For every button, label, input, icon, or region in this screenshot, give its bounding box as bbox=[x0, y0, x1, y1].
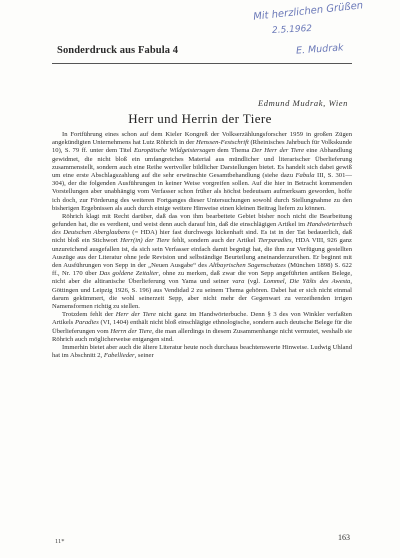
offprint-heading: Sonderdruck aus Fabula 4 bbox=[57, 45, 179, 56]
italic-term: Handwörterbuch des Deutschen Aberglaubens bbox=[52, 221, 352, 237]
text-run: (München 1898) S. 622 ff., Nr. 170 über bbox=[52, 262, 352, 278]
text-run: Röhrich klagt mit Recht darüber, daß das von ihm bearbeitete Gebiet bisher noch nicht die Bearbeitung gefunden hat, die es verdient, und weist denn auch darauf hin, daß die einschlägigen Artikel im bbox=[52, 212, 352, 229]
italic-term: Lommel, Die Yäšts des Awesta bbox=[263, 278, 351, 286]
text-run: , Göttingen und Leipzig 1926, S. 196) aus Vendidad 2 zu seinem Thema gehören. Dabei hat er sich nicht einmal darum gekümmert, die wohl seinerzeit Sepp, aber nicht mehr der Gegenwart zu verzeihenden irrigen Namensformen richtig zu stellen. bbox=[52, 278, 352, 310]
text-run: nicht ganz im Handwörterbuche. Denn § 3 des von Winkler verfaßten Artikels bbox=[52, 311, 352, 327]
text-run: (VI, 1404) enthält nicht bloß einschlägige ethnologische, sondern auch deutsche Belege für die Überlieferungen vom bbox=[52, 319, 352, 335]
page-number: 163 bbox=[338, 533, 350, 542]
text-run: III, S. 301—304), der die folgenden Ausführungen in keiner Weise vorgreifen sollen. Auf die hier in Betracht kommenden Vorstellungen aber unabhängig vom Verfasser schon früher als höchst bedeutsam aufmerksam geworden, hoffe ich doch, zur Förderung des weiteren Fortganges dieser Untersuchungen sowohl durch Stellungnahme zu den bisherigen Ergebnissen als auch durch einige weitere Hinweise einen kleinen Beitrag liefern zu können. bbox=[52, 171, 352, 212]
text-run: , HDA VIII, 926 ganz unzureichend ausgefallen ist, da sich sein Verfasser einfach damit begnügt hat, die ihm zur Verfügung gestellten Auszüge aus der Literatur ohne jede Revision und selbständige Beurteilung aneinanderzureihen. Er beginnt mit den Ausführungen von Sepp in der „Neuen Ausgabe“ des bbox=[52, 237, 352, 269]
text-run: fehlt, sondern auch der Artikel bbox=[169, 237, 258, 245]
italic-term: Der Herr der Tiere bbox=[251, 147, 304, 155]
italic-term: Herr(in) der Tiere bbox=[120, 237, 170, 245]
article-body bbox=[52, 131, 352, 360]
text-run: In Fortführung eines schon auf dem Kieler Kongreß der Volkserzählungsforscher 1959 in großen Zügen angekündigten Unternehmens hat Lutz Röhrich in der bbox=[52, 131, 352, 147]
italic-term: Tierparadies bbox=[257, 237, 292, 245]
text-run: , ohne zu merken, daß zwar die von Sepp angeführten antiken Belege, nicht aber die altiranische Überlieferung von Yama und seiner bbox=[52, 270, 353, 286]
text-run: (vgl. bbox=[244, 278, 264, 286]
text-run: Immerhin bietet aber auch die ältere Literatur heute noch durchaus beachtenswerte Hinweise. Ludwig Uhland hat im Abschnitt 2, bbox=[52, 343, 352, 360]
italic-term: Das goldene Zeitalter bbox=[99, 270, 159, 278]
italic-term: Paradies bbox=[74, 319, 99, 327]
article-paragraph bbox=[52, 131, 352, 213]
header-rule bbox=[52, 63, 352, 64]
italic-term: Fabellieder bbox=[103, 352, 135, 360]
text-run: (Rheinisches Jahrbuch für Volkskunde 10), S. 79 ff. unter dem Titel bbox=[52, 139, 352, 155]
signature-mark: 11* bbox=[55, 538, 65, 545]
text-run: , seiner bbox=[134, 352, 154, 360]
article-author: Edmund Mudrak, Wien bbox=[257, 98, 348, 108]
article-paragraph bbox=[52, 213, 352, 311]
article-paragraph bbox=[52, 344, 352, 360]
italic-term: Herrn der Tiere bbox=[110, 327, 152, 335]
text-run: dem Thema bbox=[214, 147, 252, 155]
handwritten-dedication: Mit herzlichen Grüßen bbox=[252, 0, 364, 23]
italic-term: Herr der Tiere bbox=[115, 311, 156, 319]
text-run: Trotzdem fehlt der bbox=[62, 311, 116, 319]
italic-term: vara bbox=[232, 278, 245, 286]
article-paragraph bbox=[52, 311, 352, 344]
text-run: (= HDA) hier fast durchwegs lückenhaft sind. Es ist in der Tat bedauerlich, daß nicht bloß ein Stichwort bbox=[52, 229, 352, 245]
handwritten-date: 2.5.1962 bbox=[271, 23, 313, 37]
italic-term: Fabula bbox=[295, 171, 315, 179]
article-title: Herr und Herrin der Tiere bbox=[128, 111, 272, 126]
text-run: , die man allerdings in diesem Zusammenhange nicht vermutet, weshalb sie Röhrich auch möglicherweise entgangen sind. bbox=[52, 327, 352, 343]
italic-term: Altbayrischen Sagenschatzes bbox=[209, 262, 286, 269]
italic-term: Henssen-Festschrift bbox=[196, 139, 249, 147]
italic-term: Europäische Wildgeistersagen bbox=[134, 147, 215, 155]
handwritten-signature: E. Mudrak bbox=[295, 42, 344, 57]
text-run: eine Abhandlung gewidmet, die nicht bloß ein umfangreiches Material aus mündlicher und literarischer Überlieferung zusammenstellt, sondern auch eine Reihe wertvoller bildlicher Darstellungen bietet. Es handelt sich dabei gewiß um eine erste Abschlagszahlung auf die sehr erwünschte Gesamtbehandlung (siehe dazu bbox=[52, 147, 352, 179]
